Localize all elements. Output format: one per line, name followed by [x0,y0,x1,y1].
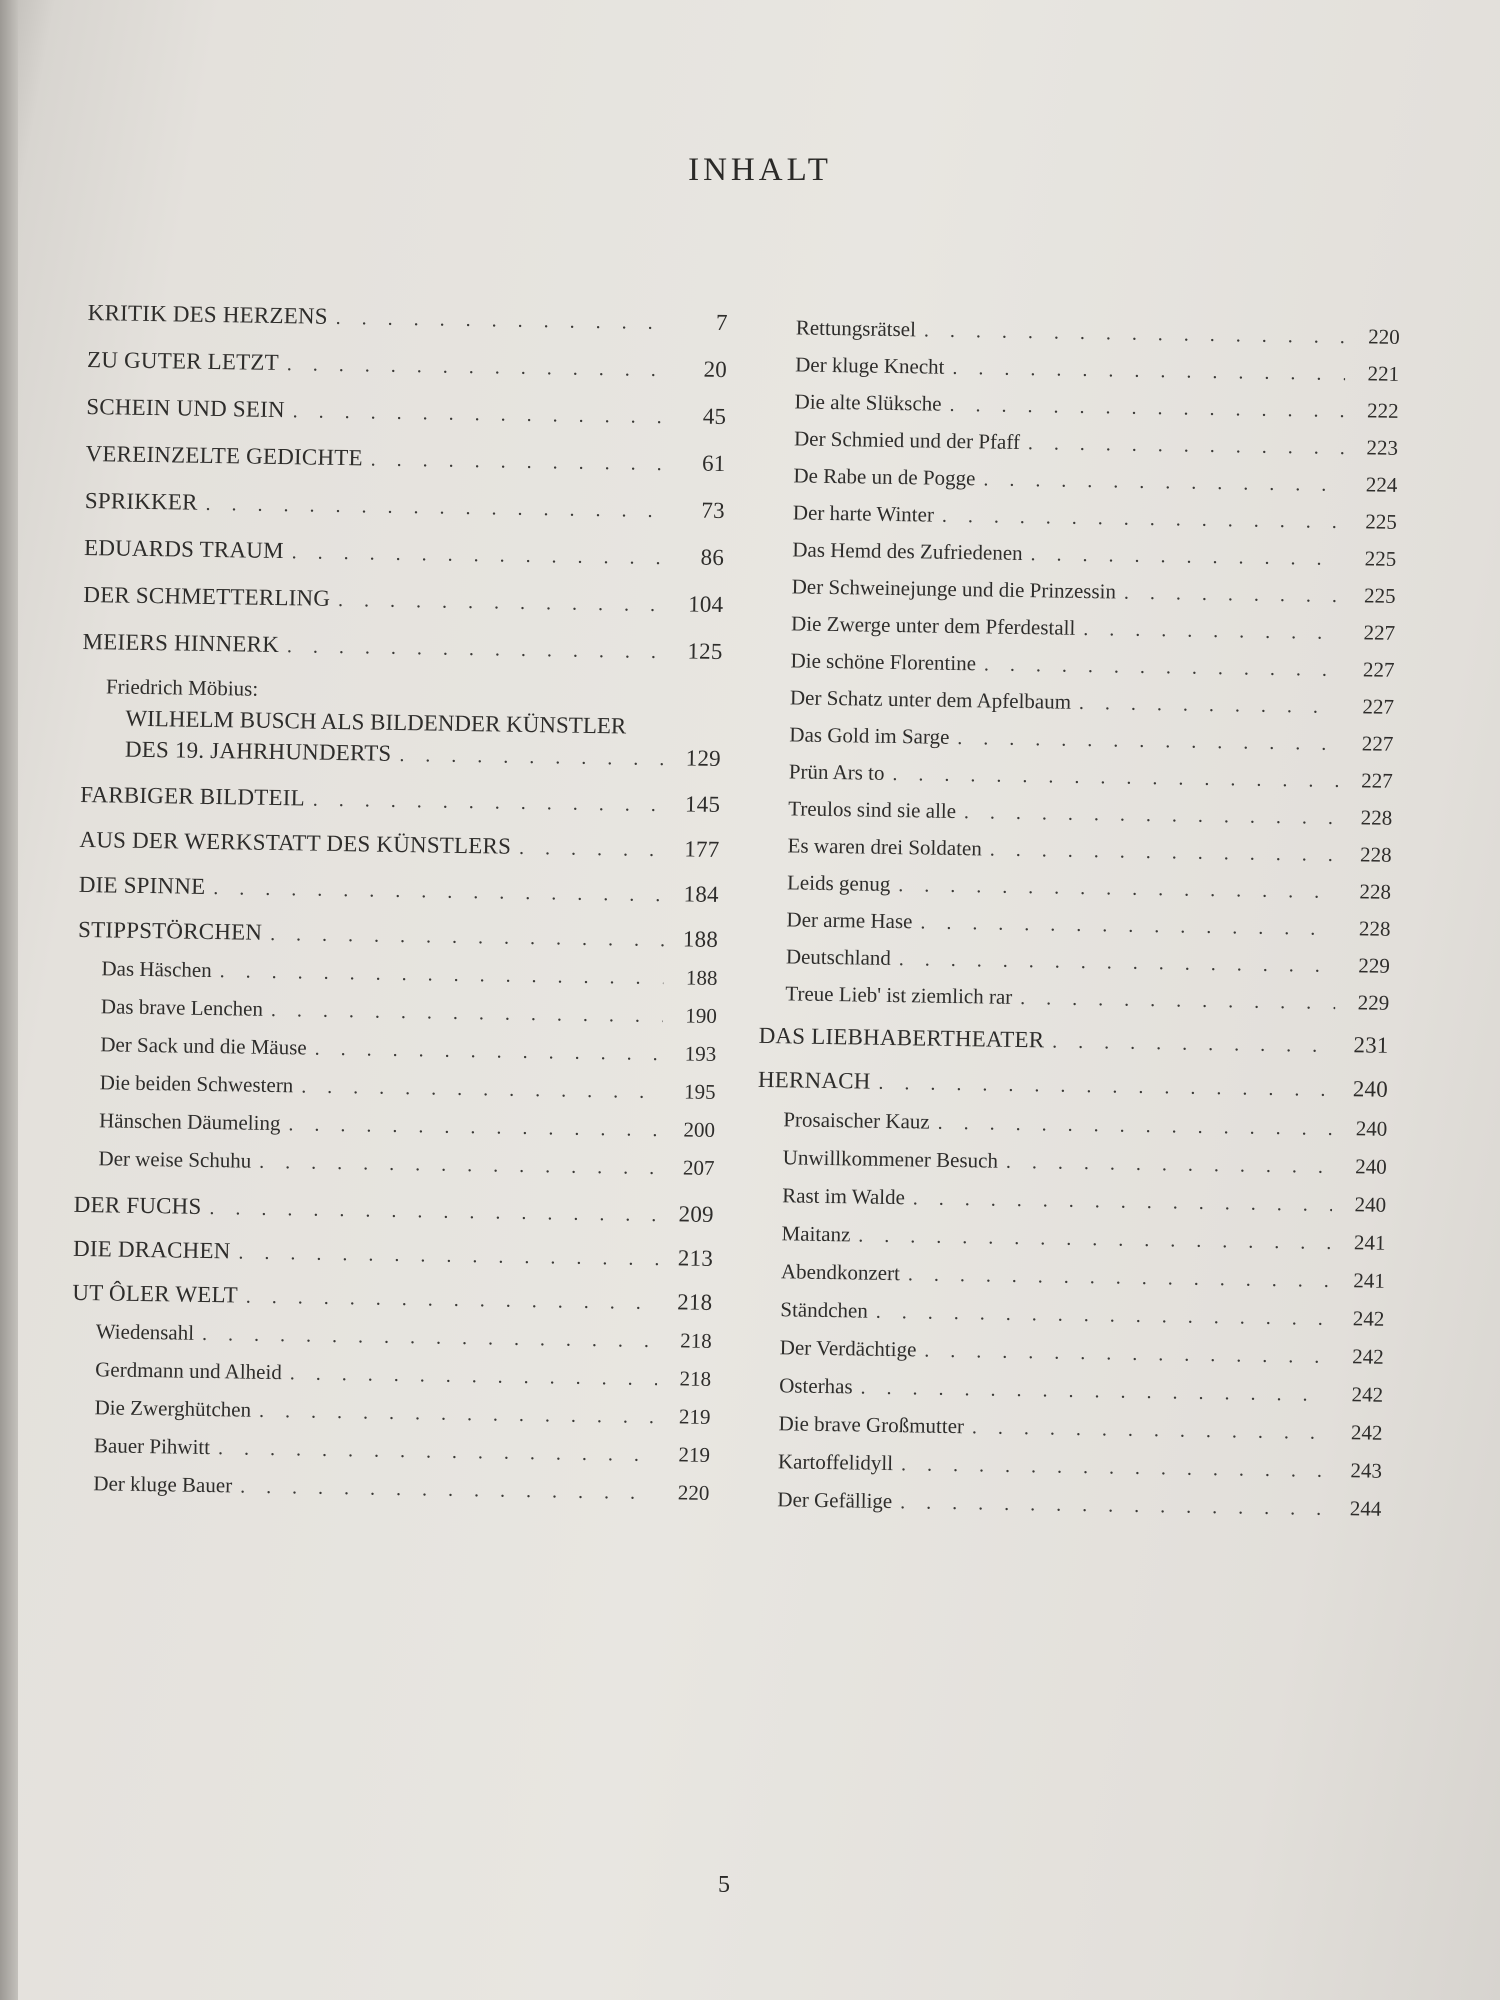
toc-subentry [770,315,1400,350]
leader-dots [952,357,1345,386]
toc-subentry [760,907,1390,942]
toc-entry-title: AUS DER WERKSTATT DES KÜNSTLERS [79,826,512,859]
toc-entry [73,1236,713,1272]
toc-subentry [752,1411,1382,1446]
leader-dots [942,505,1343,534]
toc-entry-page: 190 [685,1003,718,1028]
toc-entry-title: DIE SPINNE [78,871,206,899]
toc-subentry [769,352,1399,387]
toc-entry-page: 220 [1368,324,1400,349]
leader-dots [1052,1031,1335,1058]
toc-entry [125,737,721,772]
toc-entry-title: Rast im Walde [781,1183,906,1210]
toc-entry-title: Der kluge Bauer [93,1471,233,1498]
toc-subentry [77,956,717,991]
leader-dots [246,1286,659,1315]
toc-entry-title: Die alte Slüksche [794,389,942,416]
toc-entry-page: 242 [1352,1344,1384,1369]
toc-entry-page: 225 [1365,509,1398,534]
toc-entry-page: 73 [701,497,725,524]
toc-entry-page: 145 [684,791,721,817]
toc-entry-title: Der Verdächtige [779,1335,917,1362]
toc-entry-title: UT ÔLER WELT [72,1279,239,1308]
toc-entry [88,300,728,336]
toc-entry-title: Die beiden Schwestern [99,1070,294,1098]
toc-entry-page: 219 [678,1442,711,1467]
leader-dots [984,653,1341,682]
toc-entry-title: De Rabe un de Pogge [793,463,976,491]
leader-dots [949,394,1344,423]
toc-entry-title: Der Sack und die Mäuse [100,1032,307,1060]
toc-entry-page: 220 [677,1480,710,1505]
leader-dots [908,1263,1331,1293]
leader-dots [313,789,667,818]
toc-entry-title: Der Gefällige [777,1487,893,1514]
toc-entry-page: 240 [1355,1116,1388,1141]
toc-entry-title: Hänschen Däumeling [98,1108,281,1136]
toc-entry-title: DAS LIEBHABERTHEATER [758,1022,1045,1053]
toc-entry-title: Rettungsrätsel [795,315,917,342]
toc-entry-page: 45 [702,403,727,430]
toc-subentry [69,1471,709,1506]
page-number: 5 [718,1872,730,1898]
toc-entry-title: Der arme Hase [786,907,913,934]
toc-subentry [755,1259,1385,1294]
toc-subentry [764,648,1394,683]
toc-entry-title: EDUARDS TRAUM [83,534,284,564]
leader-dots [270,923,664,952]
toc-subentry [768,426,1398,461]
toc-entry-title: Der weise Schuhu [98,1146,252,1173]
toc-entry-page: 125 [687,638,723,665]
toc-entry-page: 20 [703,356,728,383]
toc-entry-page: 240 [1352,1076,1389,1102]
toc-entry-title: Die Zwerge unter dem Pferdestall [790,611,1076,640]
toc-entry [85,441,725,477]
toc-entry [79,872,719,908]
toc-entry-page: 207 [682,1155,715,1180]
toc-subentry [753,1373,1383,1408]
leader-dots [336,307,674,335]
toc-entry-title: Deutschland [785,944,892,970]
leader-dots [892,763,1339,793]
toc-entry-title: KRITIK DES HERZENS [87,300,328,329]
toc-subentry [76,1032,716,1067]
leader-dots [371,448,672,476]
toc-entry-page: 7 [715,309,728,336]
leader-dots [290,1362,658,1391]
toc-subentry [757,1145,1387,1180]
toc-entry-title: Prün Ars to [788,759,885,785]
toc-entry-title: FARBIGER BILDTEIL [80,781,306,811]
leader-dots [315,1038,663,1066]
toc-entry-page: 104 [687,591,724,618]
toc-subentry [70,1433,710,1468]
toc-entry-page: 228 [1359,842,1392,867]
leader-dots [957,727,1339,756]
toc-subentry [72,1319,712,1354]
toc-subentry [754,1335,1384,1370]
toc-subentry [766,574,1396,609]
leader-dots [259,1400,657,1429]
toc-entry-page: 177 [684,836,720,862]
toc-subentry [75,1108,715,1143]
toc-entry-title: Treue Lieb' ist ziemlich rar [785,981,1013,1009]
leader-dots [288,1113,661,1142]
toc-subentry [765,611,1395,646]
toc-entry-title: Das Hemd des Zufriedenen [792,537,1023,565]
toc-subentry [752,1449,1382,1484]
toc-subentry [767,500,1397,535]
toc-subentry [76,1070,716,1105]
toc-entry-title: Das Gold im Sarge [789,722,950,749]
leader-dots [913,1187,1333,1217]
toc-entry-page: 224 [1365,472,1398,497]
toc-entry-title: Maitanz [781,1221,851,1247]
toc-entry [82,629,722,665]
leader-dots [924,319,1346,349]
toc-entry-title: Prosaischer Kauz [783,1107,930,1134]
toc-entry-title: Der kluge Knecht [795,352,945,379]
toc-subentry [757,1107,1387,1142]
leader-dots [1020,987,1335,1015]
toc-subentry [74,1146,714,1181]
toc-entry-page: 218 [679,1366,712,1391]
toc-entry-title: DES 19. JAHRHUNDERTS [124,736,392,766]
toc-entry-title: Osterhas [779,1373,853,1399]
toc-subentry [754,1297,1384,1332]
leader-dots [218,1437,656,1467]
toc-entry-page: 242 [1350,1420,1383,1445]
leader-dots [291,541,670,570]
toc-entry [758,1067,1388,1103]
toc-subentry [768,389,1398,424]
toc-entry-title: Es waren drei Soldaten [787,833,983,861]
toc-entry-title: Unwillkommener Besuch [782,1145,999,1173]
toc-entry-page: 231 [1353,1032,1389,1058]
toc-subentry [70,1395,710,1430]
toc-entry [86,394,726,430]
toc-entry [758,1023,1388,1059]
toc-author-note: Friedrich Möbius: [105,674,259,701]
toc-entry-page: 225 [1364,546,1397,571]
toc-entry-page: 243 [1350,1458,1383,1483]
toc-entry-page: 240 [1354,1192,1387,1217]
leader-dots [205,493,671,523]
toc-entry-page: 195 [683,1079,716,1104]
toc-subentry [71,1357,711,1392]
toc-entry-title: Die schöne Florentine [790,648,977,676]
leader-dots [1079,692,1340,719]
toc-entry-title: Der Schweinejunge und die Prinzessin [791,574,1117,604]
toc-entry-title: VEREINZELTE GEDICHTE [85,440,363,471]
toc-entry-page: 228 [1360,805,1393,830]
toc-subentry [759,981,1389,1016]
toc-entry-page: 213 [677,1245,714,1271]
toc-entry-page: 221 [1367,361,1400,386]
leader-dots [220,960,664,990]
toc-entry-title: Das brave Lenchen [100,994,264,1021]
leader-dots [964,801,1339,830]
leader-dots [972,1416,1329,1445]
leader-dots [238,1241,659,1271]
toc-entry [80,782,720,818]
leader-dots [1124,582,1342,608]
toc-entry-page: 61 [701,450,726,477]
toc-entry-page: 209 [678,1201,714,1227]
toc-entry-page: 223 [1366,435,1399,460]
toc-entry-title: SCHEIN UND SEIN [86,393,285,423]
toc-entry-page: 184 [683,881,719,907]
leader-dots [287,635,669,664]
toc-entry-page: 228 [1359,879,1392,904]
page-title: INHALT [688,152,832,188]
toc-subentry [761,870,1391,905]
toc-entry-page: 188 [682,926,719,952]
leader-dots [990,839,1338,867]
leader-dots [1028,432,1344,460]
leader-dots [1083,618,1341,645]
toc-entry-title: Das Häschen [101,956,212,983]
toc-subentry [761,833,1391,868]
toc-subentry [763,759,1393,794]
toc-entry [74,1192,714,1228]
toc-entry-page: 227 [1362,657,1395,682]
leader-dots [209,1197,660,1227]
leader-dots [519,837,666,862]
toc-entry-page: 240 [1355,1154,1387,1179]
leader-dots [983,468,1343,497]
toc-entry-title: MEIERS HINNERK [82,628,280,658]
toc-entry-title: SPRIKKER [84,487,198,515]
leader-dots [899,948,1336,978]
toc-entry [85,488,725,524]
toc-entry [78,917,718,953]
toc-subentry [77,994,717,1029]
leader-dots [259,1151,661,1180]
toc-entry [83,582,723,618]
leader-dots [202,1323,658,1353]
leader-dots [876,1301,1331,1331]
leader-dots [938,1112,1334,1141]
toc-entry-page: 229 [1358,953,1391,978]
toc-entry-page: 242 [1352,1306,1385,1331]
leader-dots [240,1476,656,1506]
toc-right-column [757,315,1400,1521]
toc-subentry [767,463,1397,498]
toc-entry-title: Kartoffelidyll [777,1449,894,1476]
toc-entry-page: 129 [685,745,722,771]
leader-dots [858,1225,1331,1255]
toc-entry-title: Abendkonzert [780,1259,901,1286]
toc-subentry [763,722,1393,757]
toc-entry-page: 225 [1363,583,1396,608]
toc-entry-title: Die Zwerghütchen [94,1395,252,1422]
toc-entry [87,347,727,383]
toc-subentry [751,1487,1381,1522]
toc-entry-page: 242 [1351,1382,1384,1407]
toc-entry-page: 241 [1353,1268,1386,1293]
leader-dots [924,1340,1330,1369]
toc-entry-page: 222 [1366,398,1399,423]
toc-subentry [762,796,1392,831]
leader-dots [898,874,1337,904]
toc-subentry [766,537,1396,572]
toc-entry-title: STIPPSTÖRCHEN [77,916,263,945]
toc-entry-title: Der Schmied und der Pfaff [793,426,1021,454]
leader-dots [338,589,670,617]
leader-dots [878,1072,1334,1102]
leader-dots [287,353,673,382]
toc-entry-title: Die brave Großmutter [778,1411,965,1439]
leader-dots [860,1377,1329,1407]
leader-dots [901,1453,1328,1483]
toc-entry-page: 227 [1361,768,1393,793]
leader-dots [293,400,673,429]
toc-entry-page: 229 [1357,990,1390,1015]
toc-entry-page: 227 [1363,620,1396,645]
toc-entry-page: 227 [1361,731,1394,756]
leader-dots [900,1491,1327,1521]
leader-dots [1006,1151,1333,1179]
toc-entry-page: 241 [1353,1230,1386,1255]
toc-entry-page: 228 [1358,916,1391,941]
leader-dots [1030,543,1342,571]
toc-entry-page: 200 [683,1117,716,1142]
toc-entry-title: Treulos sind sie alle [788,796,957,823]
toc-subentry [764,685,1394,720]
toc-entry-page: 219 [678,1404,711,1429]
toc-entry-page: 227 [1362,694,1395,719]
leader-dots [920,911,1336,941]
leader-dots [301,1075,662,1104]
toc-left-column [72,300,728,1505]
toc-entry-title: Der Schatz unter dem Apfelbaum [789,685,1072,714]
toc-subentry [756,1183,1386,1218]
toc-entry-page: 218 [680,1328,712,1353]
leader-dots [399,744,667,771]
toc-entry-title: ZU GUTER LETZT [86,346,280,376]
toc-entry [72,1280,712,1316]
toc-entry-title: HERNACH [757,1066,871,1094]
toc-entry-title: Gerdmann und Alheid [95,1357,283,1385]
toc-subentry [755,1221,1385,1256]
toc-entry-title-line1: WILHELM BUSCH ALS BILDENDER KÜNSTLER [125,705,627,739]
toc-entry-title: DER FUCHS [73,1191,202,1219]
leader-dots [213,877,665,907]
toc-entry-title: Leids genug [786,870,891,896]
toc-entry-title: Ständchen [780,1297,869,1323]
toc-entry-page: 86 [700,544,725,571]
toc-entry-page: 218 [677,1289,713,1315]
toc-entry-page: 244 [1349,1496,1382,1521]
toc-entry [79,827,719,863]
toc-entry [84,535,724,571]
toc-entry-title: Bauer Pihwitt [93,1433,211,1460]
leader-dots [271,999,663,1028]
toc-subentry [760,944,1390,979]
toc-entry-page: 188 [685,965,718,990]
toc-entry-page: 193 [684,1041,717,1066]
toc-entry-title: Der harte Winter [792,500,935,527]
toc-entry-title: DIE DRACHEN [72,1235,231,1264]
toc-entry-title: DER SCHMETTERLING [83,581,331,611]
toc-entry-title: Wiedensahl [95,1319,195,1345]
